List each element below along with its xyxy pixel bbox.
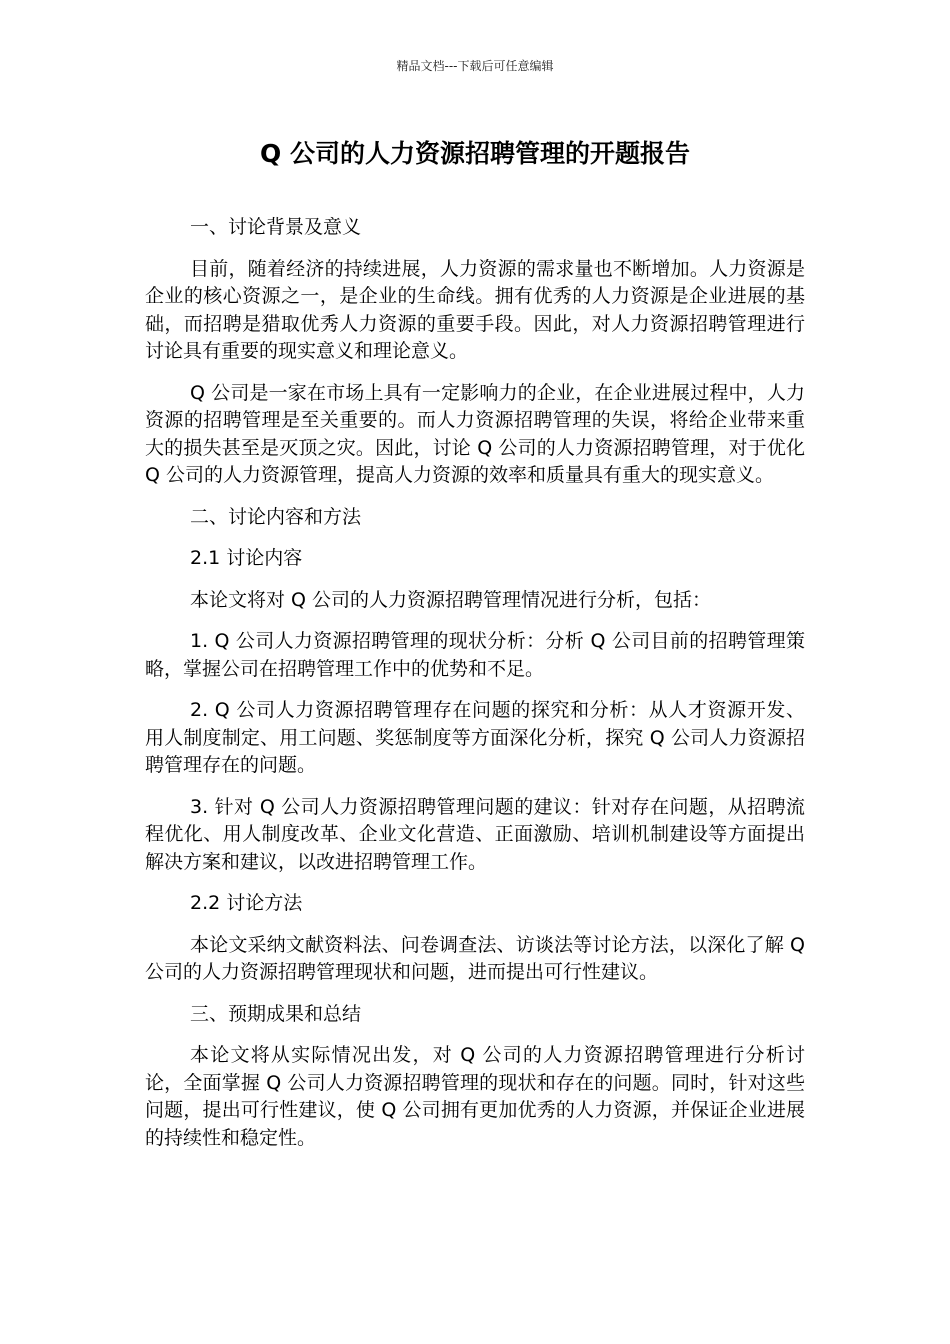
- section-heading-results: 三、预期成果和总结: [190, 1002, 362, 1025]
- section-heading-background: 一、讨论背景及意义: [190, 216, 362, 238]
- list-item-content-3: 3. 针对 Q 公司人力资源招聘管理问题的建议：针对存在问题，从招聘流程优化、用人制度改革、企业文化营造、正面激励、培训机制建设等方面提出解决方案和建议，以改进招聘管理工作。: [145, 795, 805, 873]
- list-item-content-2: 2. Q 公司人力资源招聘管理存在问题的探究和分析：从人才资源开发、用人制度制定、用工问题、奖惩制度等方面深化分析，探究 Q 公司人力资源招聘管理存在的问题。: [145, 699, 805, 776]
- list-item-content-1: 1. Q 公司人力资源招聘管理的现状分析：分析 Q 公司目前的招聘管理策略，掌握公司在招聘管理工作中的优势和不足。: [145, 630, 805, 680]
- paragraph-results: 本论文将从实际情况出发，对 Q 公司的人力资源招聘管理进行分析讨论，全面掌握 Q 公司人力资源招聘管理的现状和存在的问题。同时，针对这些问题，提出可行性建议，使 Q 公司拥有更加优秀的人力资源，并保证企业进展的持续性和稳定性。: [145, 1044, 805, 1149]
- document-body: [145, 214, 805, 1166]
- paragraph-background-1: 目前，随着经济的持续进展，人力资源的需求量也不断增加。人力资源是企业的核心资源之一，是企业的生命线。拥有优秀的人力资源是企业进展的基础，而招聘是猎取优秀人力资源的重要手段。因此，对人力资源招聘管理进行讨论具有重要的现实意义和理论意义。: [145, 257, 805, 362]
- subsection-heading-content: 2.1 讨论内容: [190, 547, 303, 569]
- header-note: 精品文档---下载后可任意编辑: [396, 59, 554, 73]
- paragraph-content-intro: 本论文将对 Q 公司的人力资源招聘管理情况进行分析，包括：: [190, 588, 712, 611]
- paragraph-background-2: Q 公司是一家在市场上具有一定影响力的企业，在企业进展过程中，人力资源的招聘管理是至关重要的。而人力资源招聘管理的失误，将给企业带来重大的损失甚至是灭顶之灾。因此，讨论 Q 公司的人力资源招聘管理，对于优化 Q 公司的人力资源管理，提高人力资源的效率和质量具有重大的现实意义。: [145, 381, 805, 486]
- paragraph-methods: 本论文采纳文献资料法、问卷调查法、访谈法等讨论方法，以深化了解 Q 公司的人力资源招聘管理现状和问题，进而提出可行性建议。: [145, 933, 805, 983]
- section-heading-content-methods: 二、讨论内容和方法: [190, 505, 362, 528]
- subsection-heading-methods: 2.2 讨论方法: [190, 892, 303, 914]
- document-title: Q 公司的人力资源招聘管理的开题报告: [260, 139, 690, 168]
